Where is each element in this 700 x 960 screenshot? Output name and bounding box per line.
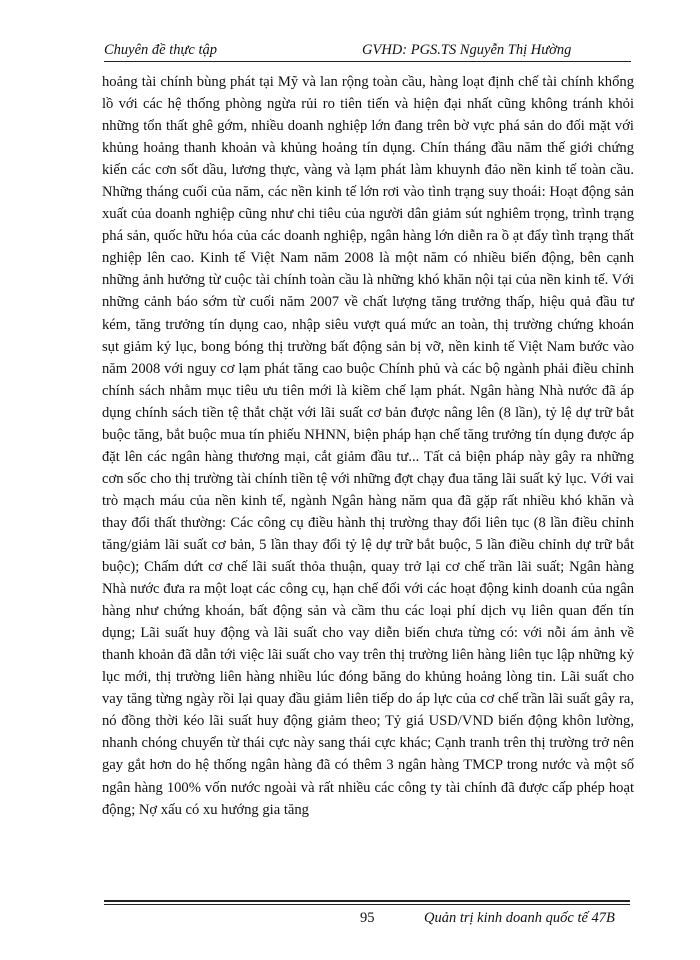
header-divider: [104, 61, 631, 62]
page-number: 95: [360, 910, 375, 926]
page-footer: [104, 906, 630, 930]
footer-divider-thick: [104, 900, 630, 902]
header-title: Chuyên đề thực tập: [104, 42, 218, 58]
body-paragraph: hoảng tài chính bùng phát tại Mỹ và lan rộng toàn cầu, hàng loạt định chế tài chính khổng lồ với các hệ thống phòng ngừa rủi ro tiên tiến và hiện đại nhất cũng không tránh khỏi những tổn thất ghê gớm, nhiều doanh nghiệp lớn đang trên bờ vực phá sản do đối mặt với khủng hoảng thanh khoản và khủng hoảng tín dụng. Chín tháng đầu năm thế giới chứng kiến các cơn sốt dầu, lương thực, vàng và lạm phát làm khuynh đảo nền kinh tế toàn cầu. Những tháng cuối của năm, các nền kinh tế lớn rơi vào tình trạng suy thoái: Hoạt động sản xuất của doanh nghiệp cũng như chi tiêu của người dân giảm sút nghiêm trọng, trình trạng phá sản, quốc hữu hóa của các doanh nghiệp, ngân hàng lớn diễn ra ồ ạt đẩy tình trạng thất nghiệp lên cao. Kinh tế Việt Nam năm 2008 là một năm có nhiều biến động, bên cạnh những ảnh hưởng từ cuộc tài chính toàn cầu là những khó khăn nội tại của nền kinh tế. Với những cảnh báo sớm từ cuối năm 2007 về chất lượng tăng trưởng thấp, hiệu quả đầu tư kém, tăng trưởng tín dụng cao, nhập siêu vượt quá mức an toàn, thị trường chứng khoán sụt giảm kỷ lục, bong bóng thị trường bất động sản bị vỡ, nền kinh tế Việt Nam bước vào năm 2008 với nguy cơ lạm phát tăng cao buộc Chính phủ và các bộ ngành phải điều chỉnh chính sách nhằm mục tiêu ưu tiên mới là kiềm chế lạm phát. Ngân hàng Nhà nước đã áp dụng chính sách tiền tệ thắt chặt với lãi suất cơ bản được nâng lên (8 lần), tỷ lệ dự trữ bắt buộc tăng, bắt buộc mua tín phiếu NHNN, biện pháp hạn chế tăng trưởng tín dụng được áp đặt lên các ngân hàng thương mại, cắt giảm đầu tư... Tất cả biện pháp này gây ra những cơn sốc cho thị trường tài chính tiền tệ với những đợt chạy đua tăng lãi suất kỷ lục. Với vai trò mạch máu của nền kinh tế, ngành Ngân hàng năm qua đã gặp rất nhiều khó khăn và thay đổi thất thường: Các công cụ điều hành thị trường thay đổi liên tục (8 lần điều chỉnh tăng/giảm lãi suất cơ bản, 5 lần thay đổi tỷ lệ dự trữ bắt buộc, 5 lần điều chỉnh dự trữ bắt buộc); Chấm dứt cơ chế lãi suất thỏa thuận, quay trở lại cơ chế trần lãi suất; Ngân hàng Nhà nước đưa ra một loạt các công cụ, hạn chế đối với các hoạt động kinh doanh của ngân hàng như chứng khoán, bất động sản và cầm thu các loại phí dịch vụ liên quan đến tín dụng; Lãi suất huy động và lãi suất cho vay diễn biến chưa từng có: với nỗi ám ảnh về thanh khoản đã dẫn tới việc lãi suất cho vay trên thị trường liên hàng liên tục lập những kỷ lục mới, thị trường liên hàng nhiều lúc đóng băng do khủng hoảng lòng tin. Lãi suất cho vay tăng từng ngày rồi lại quay đầu giảm liên tiếp do áp lực của cơ chế trần lãi suất gây ra, nó đồng thời kéo lãi suất huy động giảm theo; Tỷ giá USD/VND biến động khôn lường, nhanh chóng chuyển từ thái cực này sang thái cực khác; Cạnh tranh trên thị trường trở nên gay gắt hơn do hệ thống ngân hàng đã có thêm 3 ngân hàng TMCP trong nước và một số ngân hàng 100% vốn nước ngoài và rất nhiều các công ty tài chính đã được cấp phép hoạt động; Nợ xấu có xu hướng gia tăng: [102, 74, 634, 818]
footer-divider-thin: [104, 904, 630, 905]
footer-course: Quản trị kinh doanh quốc tế 47B: [424, 910, 615, 926]
header-supervisor: GVHD: PGS.TS Nguyễn Thị Hường: [362, 42, 572, 58]
